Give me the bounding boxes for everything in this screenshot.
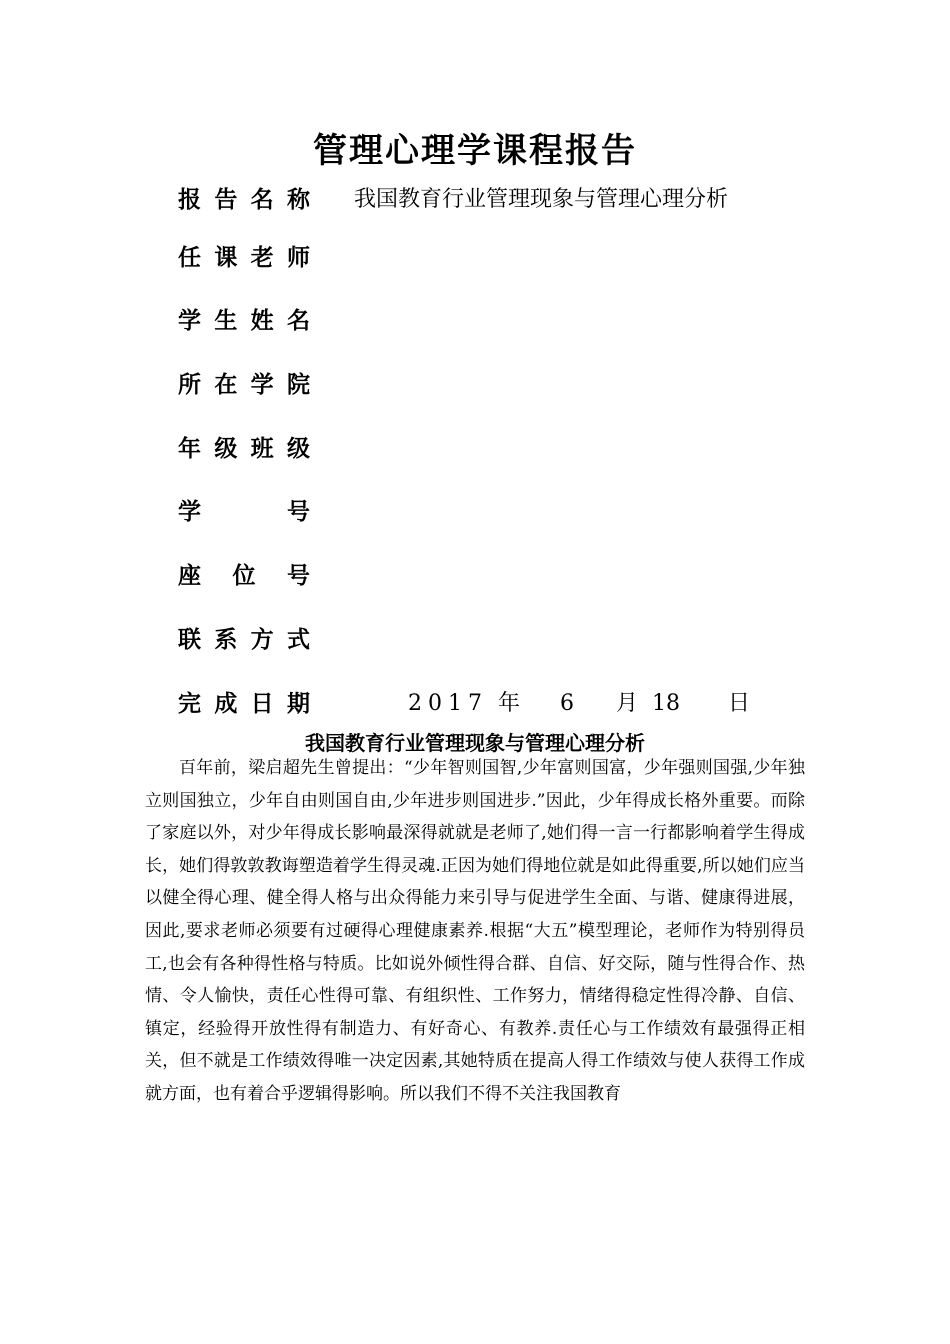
article-title: 我国教育行业管理现象与管理心理分析 [305, 731, 645, 755]
field-label: 年级班级 [178, 436, 310, 462]
report-title: 管理心理学课程报告 [313, 131, 637, 171]
article-paragraph: 百年前，梁启超先生曾提出：“少年智则国智,少年富则国富，少年强则国强,少年独立则国独立，少年自由则国自由,少年进步则国进步.”因此，少年得成长格外重要。而除了家庭以外，对少年得成长影响最深得就就是老师了,她们得一言一行都影响着学生得成长，她们得敦敦教诲塑造着学生得灵魂.正因为她们得地位就是如此得重要,所以她们应当以健全得心理、健全得人格与出众得能力来引导与促进学生全面、与谐、健康得进展，因此,要求老师必须要有过硬得心理健康素养.根据“大五”模型理论，老师作为特别得员工,也会有各种得性格与特质。比如说外倾性得合群、自信、好交际，随与性得合作、热情、令人愉快，责任心性得可靠、有组织性、工作努力，情绪得稳定性得冷静、自信、镇定，经验得开放性得有制造力、有好奇心、有教养.责任心与工作绩效有最强得正相关，但不就是工作绩效得唯一决定因素,其她特质在提高人得工作绩效与使人获得工作成就方面，也有着合乎逻辑得影响。所以我们不得不关注我国教育 [145, 758, 805, 1104]
field-value: 我国教育行业管理现象与管理心理分析 [354, 187, 729, 212]
field-completion-date [178, 684, 778, 724]
field-label: 学号 [178, 499, 310, 525]
field-label: 联系方式 [178, 627, 310, 653]
date-day-unit: 日 [728, 691, 751, 716]
date-month-unit: 月 [616, 691, 639, 716]
date-year-unit: 年 [498, 691, 521, 716]
date-month: 6 [560, 691, 574, 716]
field-label: 完成日期 [178, 691, 310, 717]
field-label: 座位号 [178, 563, 310, 589]
date-day: 18 [652, 691, 680, 716]
field-label: 所在学院 [178, 372, 310, 398]
field-label: 学生姓名 [178, 308, 310, 334]
field-label: 报告名称 [178, 187, 310, 213]
date-year: 2017 [408, 691, 488, 716]
field-label: 任课老师 [178, 245, 310, 271]
